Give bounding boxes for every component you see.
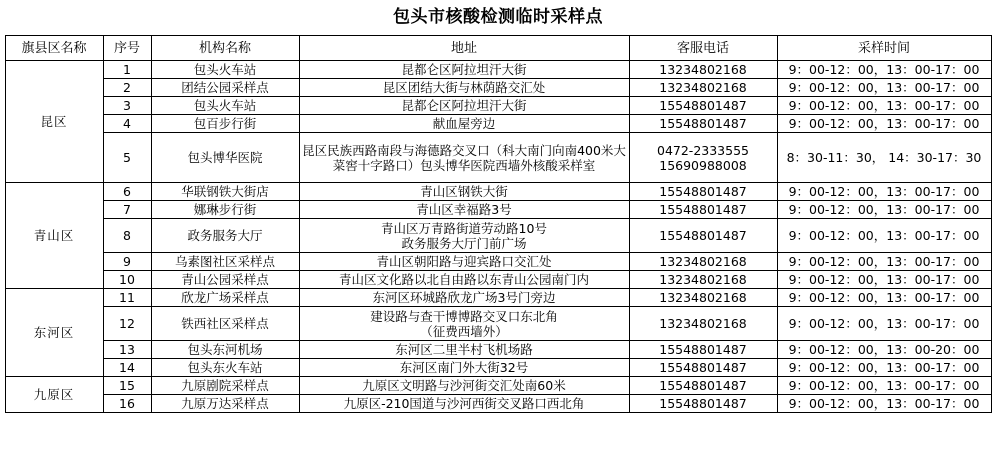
table-row: [5, 395, 991, 413]
address-cell: 青山区幸福路3号: [299, 201, 629, 219]
index-cell: 9: [103, 253, 151, 271]
index-cell: 11: [103, 289, 151, 307]
organization-cell: 娜琳步行街: [151, 201, 299, 219]
region-cell-donghe: 东河区: [5, 289, 103, 377]
page-title: 包头市核酸检测临时采样点: [393, 7, 603, 27]
phone-cell: 13234802168: [629, 289, 777, 307]
column-header-organization: 机构名称: [151, 36, 299, 61]
index-cell: 6: [103, 183, 151, 201]
address-line: 青山区万青路街道劳动路10号: [381, 220, 547, 236]
phone-cell: [629, 133, 777, 183]
table-row: [5, 183, 991, 201]
column-header-phone: 客服电话: [629, 36, 777, 61]
organization-cell: 包头东河机场: [151, 341, 299, 359]
time-cell: 9：00-12：00，13：00-17：00: [777, 359, 991, 377]
phone-cell: 13234802168: [629, 307, 777, 341]
phone-cell: 15548801487: [629, 115, 777, 133]
phone-cell: 13234802168: [629, 271, 777, 289]
table-row: [5, 377, 991, 395]
organization-cell: 包头东火车站: [151, 359, 299, 377]
organization-cell: 团结公园采样点: [151, 79, 299, 97]
time-cell: 9：00-12：00，13：00-17：00: [777, 377, 991, 395]
table-row: [5, 307, 991, 341]
address-line: （征费西墙外）: [420, 323, 508, 339]
address-cell: 青山区朝阳路与迎宾路口交汇处: [299, 253, 629, 271]
index-cell: 2: [103, 79, 151, 97]
table-row: [5, 359, 991, 377]
address-cell: 东河区二里半村飞机场路: [299, 341, 629, 359]
time-cell: 9：00-12：00，13：00-17：00: [777, 79, 991, 97]
index-cell: 10: [103, 271, 151, 289]
organization-cell: 政务服务大厅: [151, 219, 299, 253]
time-cell: 9：00-12：00，13：00-17：00: [777, 219, 991, 253]
phone-cell: 15548801487: [629, 201, 777, 219]
time-cell: 9：00-12：00，13：00-17：00: [777, 115, 991, 133]
table-row: [5, 271, 991, 289]
table-row: [5, 79, 991, 97]
organization-cell: 包头火车站: [151, 97, 299, 115]
time-cell: 9：00-12：00，13：00-17：00: [777, 289, 991, 307]
phone-cell: 15548801487: [629, 183, 777, 201]
organization-cell: 九原万达采样点: [151, 395, 299, 413]
column-header-time: 采样时间: [777, 36, 991, 61]
index-cell: 1: [103, 61, 151, 79]
address-cell: 昆区民族西路南段与海德路交叉口（科大南门向南400米大菜窖十字路口）包头博华医院西墙外核酸采样室: [299, 133, 629, 183]
time-cell: 9：00-12：00，13：00-17：00: [777, 97, 991, 115]
phone-cell: 13234802168: [629, 79, 777, 97]
address-cell: 青山区钢铁大街: [299, 183, 629, 201]
index-cell: 8: [103, 219, 151, 253]
column-header-address: 地址: [299, 36, 629, 61]
table-header-row: [5, 36, 991, 61]
address-cell: 昆都仑区阿拉坦汗大街: [299, 61, 629, 79]
address-cell: 昆区团结大街与林荫路交汇处: [299, 79, 629, 97]
organization-cell: 包头博华医院: [151, 133, 299, 183]
index-cell: 14: [103, 359, 151, 377]
phone-cell: 15548801487: [629, 219, 777, 253]
address-line: 建设路与查干博博路交叉口东北角: [370, 308, 558, 324]
phone-cell: 15548801487: [629, 395, 777, 413]
phone-cell: 15548801487: [629, 341, 777, 359]
table-row: [5, 201, 991, 219]
address-cell: [299, 307, 629, 341]
table-row: [5, 289, 991, 307]
column-header-index: 序号: [103, 36, 151, 61]
organization-cell: 青山公园采样点: [151, 271, 299, 289]
phone-line: 15690988008: [659, 157, 747, 173]
address-cell: 昆都仑区阿拉坦汗大街: [299, 97, 629, 115]
region-cell-qingshan: 青山区: [5, 183, 103, 289]
index-cell: 4: [103, 115, 151, 133]
column-header-region: 旗县区名称: [5, 36, 103, 61]
index-cell: 7: [103, 201, 151, 219]
index-cell: 13: [103, 341, 151, 359]
phone-cell: 13234802168: [629, 61, 777, 79]
address-cell: 东河区环城路欣龙广场3号门旁边: [299, 289, 629, 307]
table-row: [5, 219, 991, 253]
table-row: [5, 341, 991, 359]
time-cell: 9：00-12：00，13：00-17：00: [777, 201, 991, 219]
address-cell: [299, 219, 629, 253]
address-line: 政务服务大厅门前广场: [401, 235, 527, 251]
phone-cell: 15548801487: [629, 377, 777, 395]
phone-cell: 13234802168: [629, 253, 777, 271]
time-cell: 9：00-12：00，13：00-17：00: [777, 271, 991, 289]
phone-cell: 15548801487: [629, 359, 777, 377]
time-cell: 9：00-12：00，13：00-17：00: [777, 253, 991, 271]
time-cell: 9：00-12：00，13：00-17：00: [777, 307, 991, 341]
organization-cell: 欣龙广场采样点: [151, 289, 299, 307]
table-row: [5, 97, 991, 115]
index-cell: 16: [103, 395, 151, 413]
organization-cell: 包百步行街: [151, 115, 299, 133]
organization-cell: 乌素图社区采样点: [151, 253, 299, 271]
region-cell-jiuyuan: 九原区: [5, 377, 103, 413]
address-cell: 九原区-210国道与沙河西街交叉路口西北角: [299, 395, 629, 413]
organization-cell: 包头火车站: [151, 61, 299, 79]
table-row: [5, 61, 991, 79]
table-row: [5, 253, 991, 271]
region-cell-kunqu: 昆区: [5, 61, 103, 183]
time-cell: 9：00-12：00，13：00-17：00: [777, 395, 991, 413]
address-cell: 东河区南门外大街32号: [299, 359, 629, 377]
index-cell: 15: [103, 377, 151, 395]
table-row: [5, 133, 991, 183]
index-cell: 3: [103, 97, 151, 115]
time-cell: 8：30-11：30， 14：30-17：30: [777, 133, 991, 183]
phone-cell: 15548801487: [629, 97, 777, 115]
sampling-sites-table: [5, 35, 992, 413]
address-cell: 青山区文化路以北自由路以东青山公园南门内: [299, 271, 629, 289]
address-cell: 献血屋旁边: [299, 115, 629, 133]
time-cell: 9：00-12：00，13：00-17：00: [777, 61, 991, 79]
organization-cell: 九原剧院采样点: [151, 377, 299, 395]
index-cell: 5: [103, 133, 151, 183]
index-cell: 12: [103, 307, 151, 341]
time-cell: 9：00-12：00，13：00-17：00: [777, 183, 991, 201]
table-row: [5, 115, 991, 133]
time-cell: 9：00-12：00，13：00-20：00: [777, 341, 991, 359]
phone-line: 0472-2333555: [657, 142, 749, 158]
organization-cell: 华联钢铁大街店: [151, 183, 299, 201]
address-cell: 九原区文明路与沙河街交汇处南60米: [299, 377, 629, 395]
organization-cell: 铁西社区采样点: [151, 307, 299, 341]
